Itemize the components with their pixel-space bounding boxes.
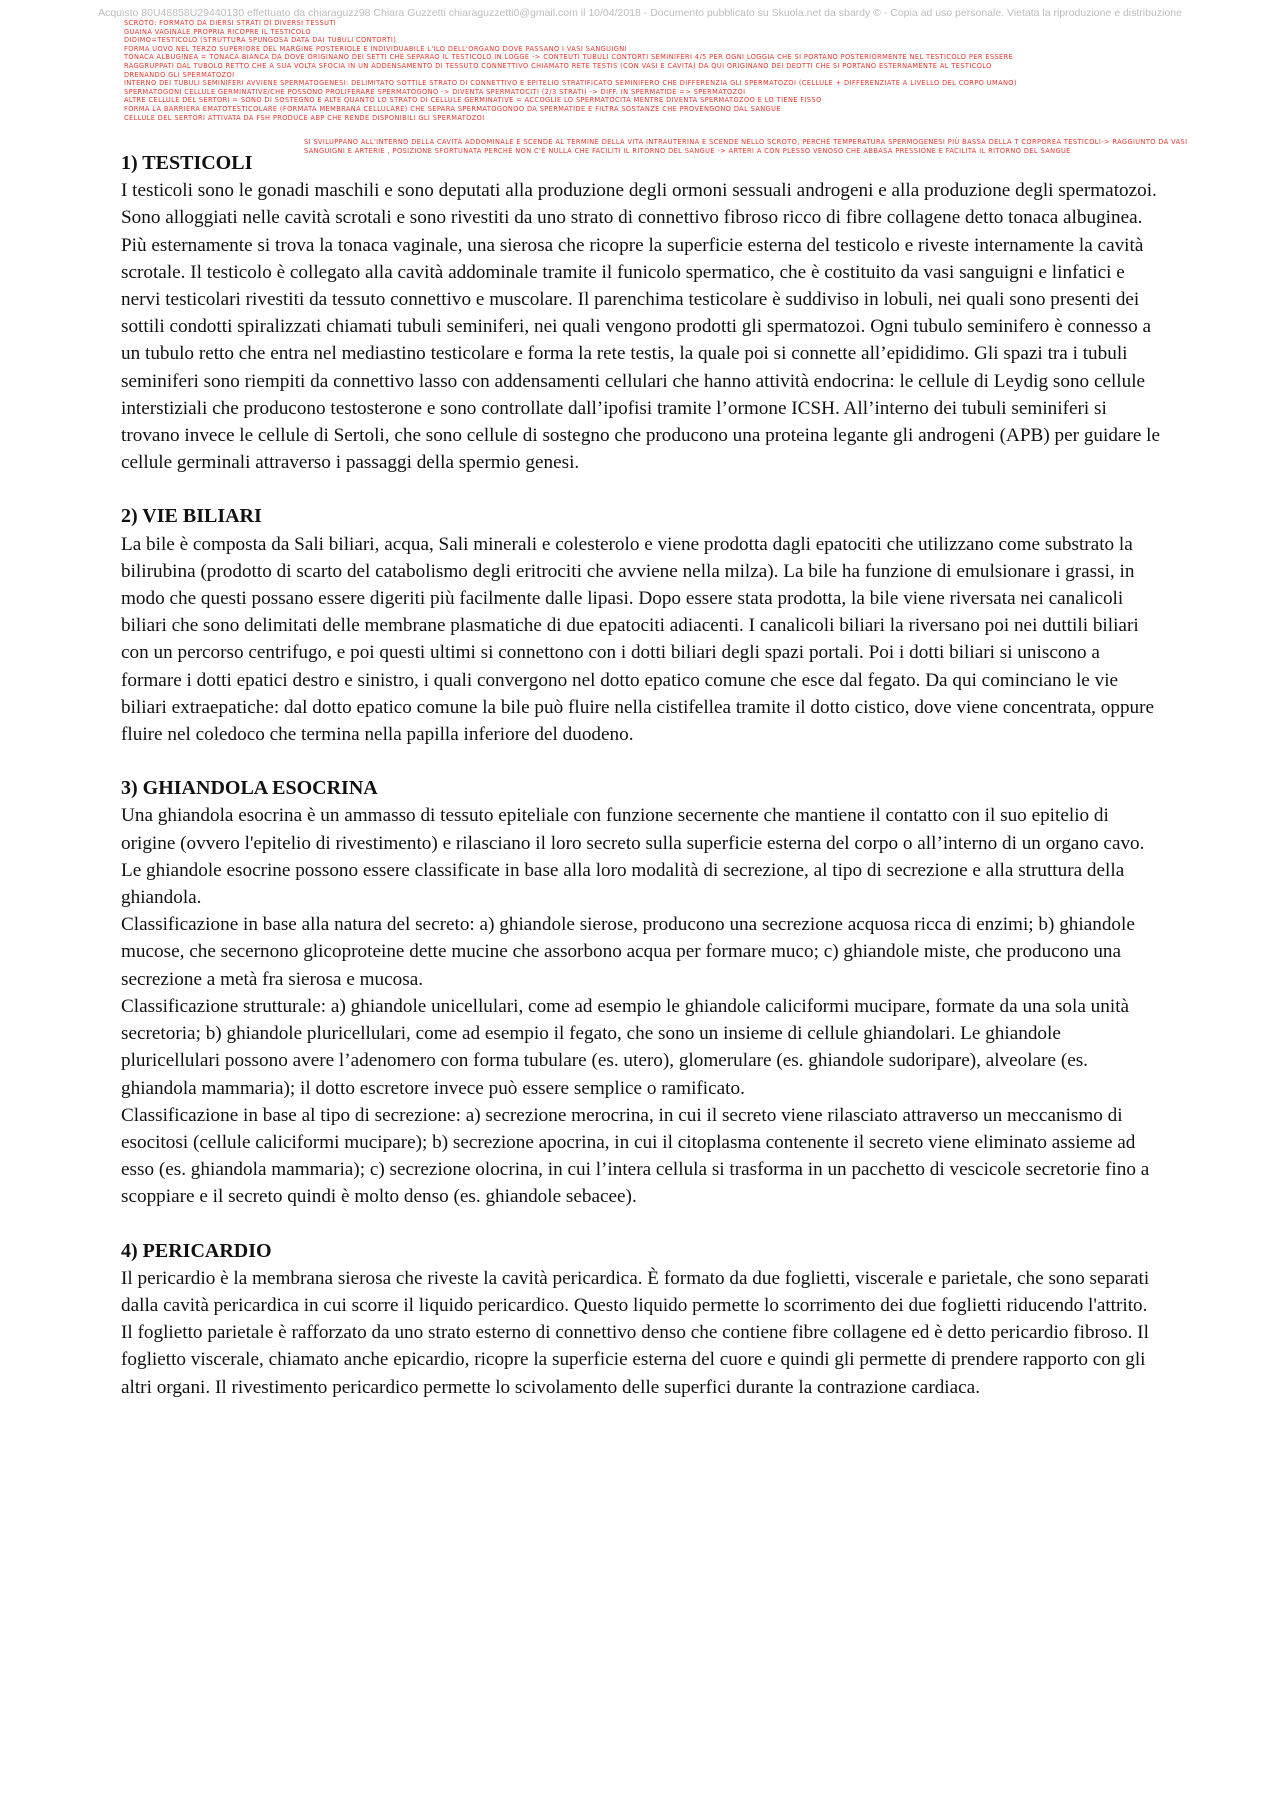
paragraph: I testicoli sono le gonadi maschili e sono deputati alla produzione degli ormoni sessuali androgeni e alla produzione degli spermatozoi. Sono alloggiati nelle cavità scrotali e sono rivestiti da uno strato di connettivo fibroso ricco di fibre collagene detto tonaca albuginea. Più esternamente si trova la tonaca vaginale, una sierosa che ricopre la superficie esterna del testicolo e riveste internamente la cavità scrotale. Il testicolo è collegato alla cavità addominale tramite il funicolo spermatico, che è costituito da vasi sanguigni e linfatici e nervi testicolari rivestiti da tessuto connettivo e muscolare. Il parenchima testicolare è suddiviso in lobuli, nei quali sono presenti dei sottili condotti spiralizzati chiamati tubuli seminiferi, nei quali vengono prodotti gli spermatozoi. Ogni tubulo seminifero è connesso a un tubulo retto che entra nel mediastino testicolare e forma la rete testis, la quale poi si connette all’epididimo. Gli spazi tra i tubuli seminiferi sono riempiti da connettivo lasso con addensamenti cellulari che hanno attività endocrina: le cellule di Leydig sono cellule interstiziali che producono testosterone e sono controllate dall’ipofisi tramite l’ormone ICSH. All’interno dei tubuli seminiferi si trovano invece le cellule di Sertoli, che sono cellule di sostegno che producono una proteina legante gli androgeni (APB) per guidare le cellule germinali attraverso i passaggi della spermio genesi.: [121, 180, 1160, 474]
note-line: GUAINA VAGINALE PROPRIA RICOPRE IL TESTICOLO: [124, 27, 311, 36]
paragraph: La bile è composta da Sali biliari, acqua, Sali minerali e colesterolo e viene prodotta dagli epatociti che utilizzano come substrato la bilirubina (prodotto di scarto del catabolismo degli eritrociti che avviene nella milza). La bile ha funzione di emulsionare i grassi, in modo che questi possano essere digeriti più facilmente dalle lipasi. Dopo essere stata prodotta, la bile viene riversata nei canalicoli biliari che sono delimitati delle membrane plasmatiche di due epatociti adiacenti. I canalicoli biliari la riversano poi nei duttili biliari con un percorso centrifugo, e poi questi ultimi si connettono con i dotti biliari degli spazi portali. Poi i dotti biliari si uniscono a formare i dotti epatici destro e sinistro, i quali convergono nel dotto epatico comune che esce dal fegato. Da qui cominciano le vie biliari extraepatiche: dal dotto epatico comune la bile può fluire nella cistifellea tramite il dotto cistico, dove viene concentrata, oppure fluire nel coledoco che termina nella papilla inferiore del duodeno.: [121, 533, 1155, 746]
note-line: SCROTO: FORMATO DA DIERSI STRATI DI DIVERSI TESSUTI: [124, 19, 337, 27]
paragraph: Classificazione strutturale: a) ghiandole unicellulari, come ad esempio le ghiandole caliciformi mucipare, formate da una sola unità secretoria; b) ghiandole pluricellulari, come ad esempio il fegato, che sono un insieme di cellule ghiandolari. Le ghiandole pluricellulari possono avere l’adenomero con forma tubulare (es. utero), glomerulare (es. ghiandole sudoripare), alveolare (es. ghiandola mammaria); il dotto escretore invece può essere semplice o ramificato.: [121, 995, 1130, 1099]
section-title: 2) VIE BILIARI: [121, 505, 262, 528]
section-ghiandola-esocrina: [121, 775, 1161, 1210]
note-line: CELLULE DEL SERTORI ATTIVATA DA FSH PRODUCE ABP CHE RENDE DISPONIBILI GLI SPERMATOZOI: [124, 113, 485, 122]
note-line: DIDIMO=TESTICOLO (STRUTTURA SPUNGOSA DATA DAI TUBULI CONTORTI): [124, 36, 397, 45]
paragraph: Classificazione in base al tipo di secrezione: a) secrezione merocrina, in cui il secreto viene rilasciato attraverso un meccanismo di esocitosi (cellule caliciformi mucipare); b) secrezione apocrina, in cui il citoplasma contenente il secreto viene eliminato assieme ad esso (es. ghiandola mammaria); c) secrezione olocrina, in cui l’intera cellula si trasforma in un pacchetto di vescicole secretorie fino a scoppiare e il secreto quindi è molto denso (es. ghiandole sebacee).: [121, 1104, 1150, 1208]
note-line: ALTRE CELLULE DEL SERTORI = SONO DI SOSTEGNO E ALTE QUANTO LO STRATO DI CELLULE GERMINATIVE = ACCOGLIE LO SPERMATOCITA MENTRE DIVENTA SPERMATOZOO E LO TIENE FISSO: [124, 96, 822, 105]
note-line: RAGGRUPPATI DAL TUBOLO RETTO CHE A SUA VOLTA SFOCIA IN UN ADDENSAMENTO DI TESSUTO CONNETTIVO CHIAMATO RETE TESTIS (CON VASI E CAVITÀ) DA QUI ORIGINANO DEI DEOTTI CHE SI PORTANO ESTERNAMENTE AL TESTICOLO: [124, 61, 992, 70]
note-line: DRENANDO GLI SPERMATOZOI: [124, 70, 235, 79]
note-line: TONACA ALBUGINEA = TONACA BIANCA DA DOVE ORIGINANO DEI SETTI CHE SEPARAO IL TESTICOLO IN LOGGE -> CONTEUTI TUBULI CONTORTI SEMINIFERI 4/5 PER OGNI LOGGIA CHE SI PORTANO POSTERIORMENTE NEL TESTICOLO PER ESSERE: [124, 53, 1014, 62]
side-annotation: SI SVILUPPANO ALL'INTERNO DELLA CAVITÀ ADDOMINALE E SCENDE AL TERMINE DELLA VITA INTRAUTERINA E SCENDE NELLO SCROTO, PERCHÉ TEMPERATURA SPERMOGENESI PIÙ BASSA DELLA T CORPOREA TESTICOLI-> RAGGIUNTO DA VASI SANGUIGNI E ARTERIE , POSIZIONE SFORTUNATA PERCHÉ NON C'È NULLA CHE FACILITI IL RITORNO DEL SANGUE -> ARTERI A CON PLESSO VENOSO CHE ABBASA PRESSIONE E FACILITA IL RITORNO DEL SANGUE: [304, 138, 1188, 155]
section-title: 3) GHIANDOLA ESOCRINA: [121, 777, 378, 800]
handwritten-notes: [124, 19, 1204, 122]
section-title: 4) PERICARDIO: [121, 1239, 272, 1262]
paragraph: Classificazione in base alla natura del secreto: a) ghiandole sierose, producono una secrezione acquosa ricca di enzimi; b) ghiandole mucose, che secernono glicoproteine dette mucine che assorbono acqua per formare muco; c) ghiandole miste, che producono una secrezione a metà fra sierosa e mucosa.: [121, 914, 1135, 990]
paragraph: Una ghiandola esocrina è un ammasso di tessuto epiteliale con funzione secernente che mantiene il contatto con il suo epitelio di origine (ovvero l'epitelio di rivestimento) e rilasciano il loro secreto sulla superficie esterna del corpo o all’interno di un organo cavo. Le ghiandole esocrine possono essere classificate in base alla loro modalità di secrezione, al tipo di secrezione e alla struttura della ghiandola.: [121, 805, 1145, 909]
paragraph: Il pericardio è la membrana sierosa che riveste la cavità pericardica. È formato da due foglietti, viscerale e parietale, che sono separati dalla cavità pericardica in cui scorre il liquido pericardico. Questo liquido permette lo scorrimento dei due foglietti riducendo l'attrito. Il foglietto parietale è rafforzato da uno strato esterno di connettivo denso che contiene fibre collagene ed è detto pericardio fibroso. Il foglietto viscerale, chiamato anche epicardio, ricopre la superficie esterna del cuore e quindi gli permette di prendere rapporto con gli altri organi. Il rivestimento pericardico permette lo scivolamento delle superfici durante la contrazione cardiaca.: [121, 1267, 1150, 1398]
section-title: 1) TESTICOLI: [121, 152, 253, 174]
note-line: FORMA UOVO NEL TERZO SUPERIORE DEL MARGINE POSTERIOLE È INDIVIDUABILE L'ILO DELL'ORGANO DOVE PASSANO I VASI SANGUIGNI: [124, 44, 627, 53]
note-line: SPERMATOGONI CELLULE GERMINATIVE/CHE POSSONO PROLIFERARE SPERMATOGONO -> DIVENTA SPERMATOCITI (2/3 STRATI) -> DIFF. IN SPERMATIDE => SPERMATOZOI: [124, 87, 746, 96]
document-body: [121, 150, 1161, 1428]
section-pericardio: [121, 1238, 1161, 1401]
note-line: FORMA LA BARRIERA EMATOTESTICOLARE (FORMATA MEMBRANA CELLULARE) CHE SEPARA SPERMATOGONOO DA SPERMATIDE E FILTRA SOSTANZE CHE PROVENGONO DAL SANGUE: [124, 104, 781, 113]
section-vie-biliari: [121, 503, 1161, 748]
purchase-watermark: Acquisto 80U48858U29440130 effettuato da chiaraguzz98 Chiara Guzzetti chiaraguzzetti0@gmail.com il 10/04/2018 - Documento pubblicato su Skuola.net da sbardy © - Copia ad uso personale. Vietata la riproduzione e distribuzione: [98, 7, 1182, 19]
note-line: INTERNO DEI TUBULI SEMINIFERI AVVIENE SPERMATOGENESI: DELIMITATO SOTTILE STRATO DI CONNETTIVO E EPITELIO STRATIFICATO SEMINIFERO CHE DIFFERENZIA GLI SPERMATOZOI (CELLULE + DIFFERENZIATE A LIVELLO DEL CORPO UMANO): [124, 79, 1017, 88]
section-testicoli: [121, 150, 1161, 476]
